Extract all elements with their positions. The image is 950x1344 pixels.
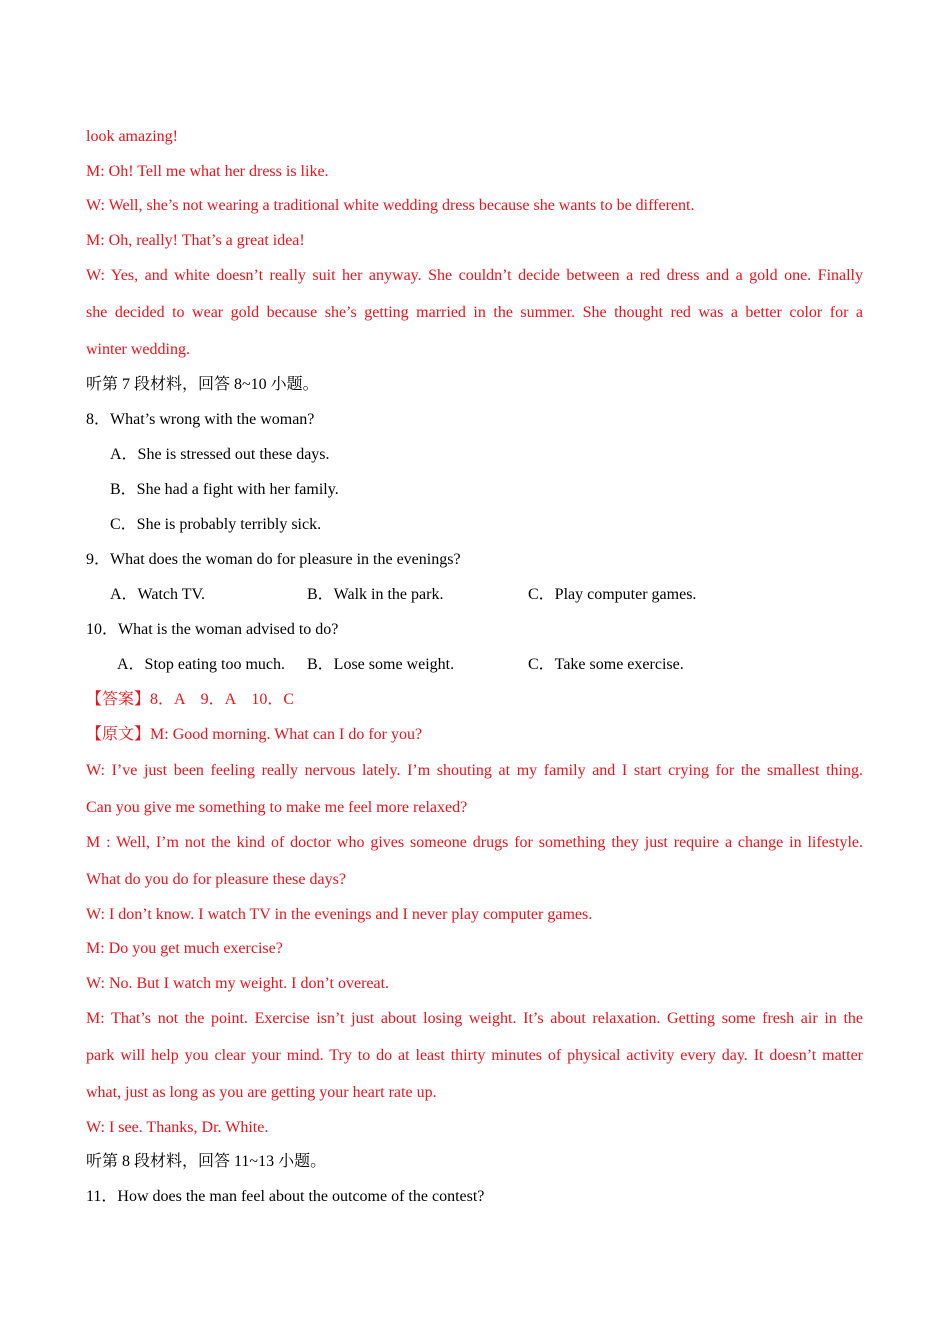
- answer-key: 【答案】8．A 9．A 10．C: [86, 691, 295, 708]
- transcript-line: W: Yes, and white doesn’t really suit her anyway. She couldn’t decide between a red dress and a gold one. Finally: [86, 267, 863, 284]
- transcript-line: W: No. But I watch my weight. I don’t overeat.: [86, 975, 390, 992]
- question-10: 10．What is the woman advised to do?: [86, 621, 339, 638]
- question-9-option-c: C．Play computer games.: [528, 586, 697, 603]
- transcript-line: M: Oh! Tell me what her dress is like.: [86, 163, 329, 180]
- transcript-line: look amazing!: [86, 128, 178, 145]
- question-8-option-c: C．She is probably terribly sick.: [110, 516, 322, 533]
- transcript-line: what, just as long as you are getting your heart rate up.: [86, 1084, 437, 1101]
- transcript-line: winter wedding.: [86, 341, 190, 358]
- transcript-label: 【原文】: [86, 726, 151, 743]
- question-10-option-c: C．Take some exercise.: [528, 656, 684, 673]
- transcript-line: What do you do for pleasure these days?: [86, 871, 346, 888]
- transcript-line: W: Well, she’s not wearing a traditional white wedding dress because she wants to be different.: [86, 197, 695, 214]
- question-8: 8．What’s wrong with the woman?: [86, 411, 315, 428]
- transcript-line: park will help you clear your mind. Try to do at least thirty minutes of physical activity every day. It doesn’t matter: [86, 1047, 863, 1064]
- question-9: 9．What does the woman do for pleasure in the evenings?: [86, 551, 461, 568]
- transcript-line: Can you give me something to make me feel more relaxed?: [86, 799, 468, 816]
- question-10-option-a: A．Stop eating too much.: [117, 656, 285, 673]
- section-heading: 听第 8 段材料，回答 11~13 小题。: [86, 1153, 327, 1170]
- question-8-option-b: B．She had a fight with her family.: [110, 481, 339, 498]
- question-9-option-b: B．Walk in the park.: [307, 586, 444, 603]
- transcript-line: W: I see. Thanks, Dr. White.: [86, 1119, 269, 1136]
- transcript-line: M : Well, I’m not the kind of doctor who gives someone drugs for something they just require a change in lifestyle.: [86, 834, 863, 851]
- transcript-line: W: I’ve just been feeling really nervous lately. I’m shouting at my family and I start crying for the smallest thing.: [86, 762, 863, 779]
- transcript-line: M: Do you get much exercise?: [86, 940, 283, 957]
- transcript-line: [86, 725, 422, 745]
- question-10-option-b: B．Lose some weight.: [307, 656, 455, 673]
- question-11: 11．How does the man feel about the outcome of the contest?: [86, 1188, 485, 1205]
- transcript-line: W: I don’t know. I watch TV in the evenings and I never play computer games.: [86, 906, 593, 923]
- question-8-option-a: A．She is stressed out these days.: [110, 446, 330, 463]
- transcript-line: M: Oh, really! That’s a great idea!: [86, 232, 305, 249]
- transcript-line: she decided to wear gold because she’s getting married in the summer. She thought red was a better color for a: [86, 304, 863, 321]
- section-heading: 听第 7 段材料，回答 8~10 小题。: [86, 376, 319, 393]
- question-9-option-a: A．Watch TV.: [110, 586, 206, 603]
- transcript-text: M: Good morning. What can I do for you?: [150, 726, 423, 743]
- transcript-line: M: That’s not the point. Exercise isn’t just about losing weight. It’s about relaxation. Getting some fresh air in the: [86, 1010, 863, 1027]
